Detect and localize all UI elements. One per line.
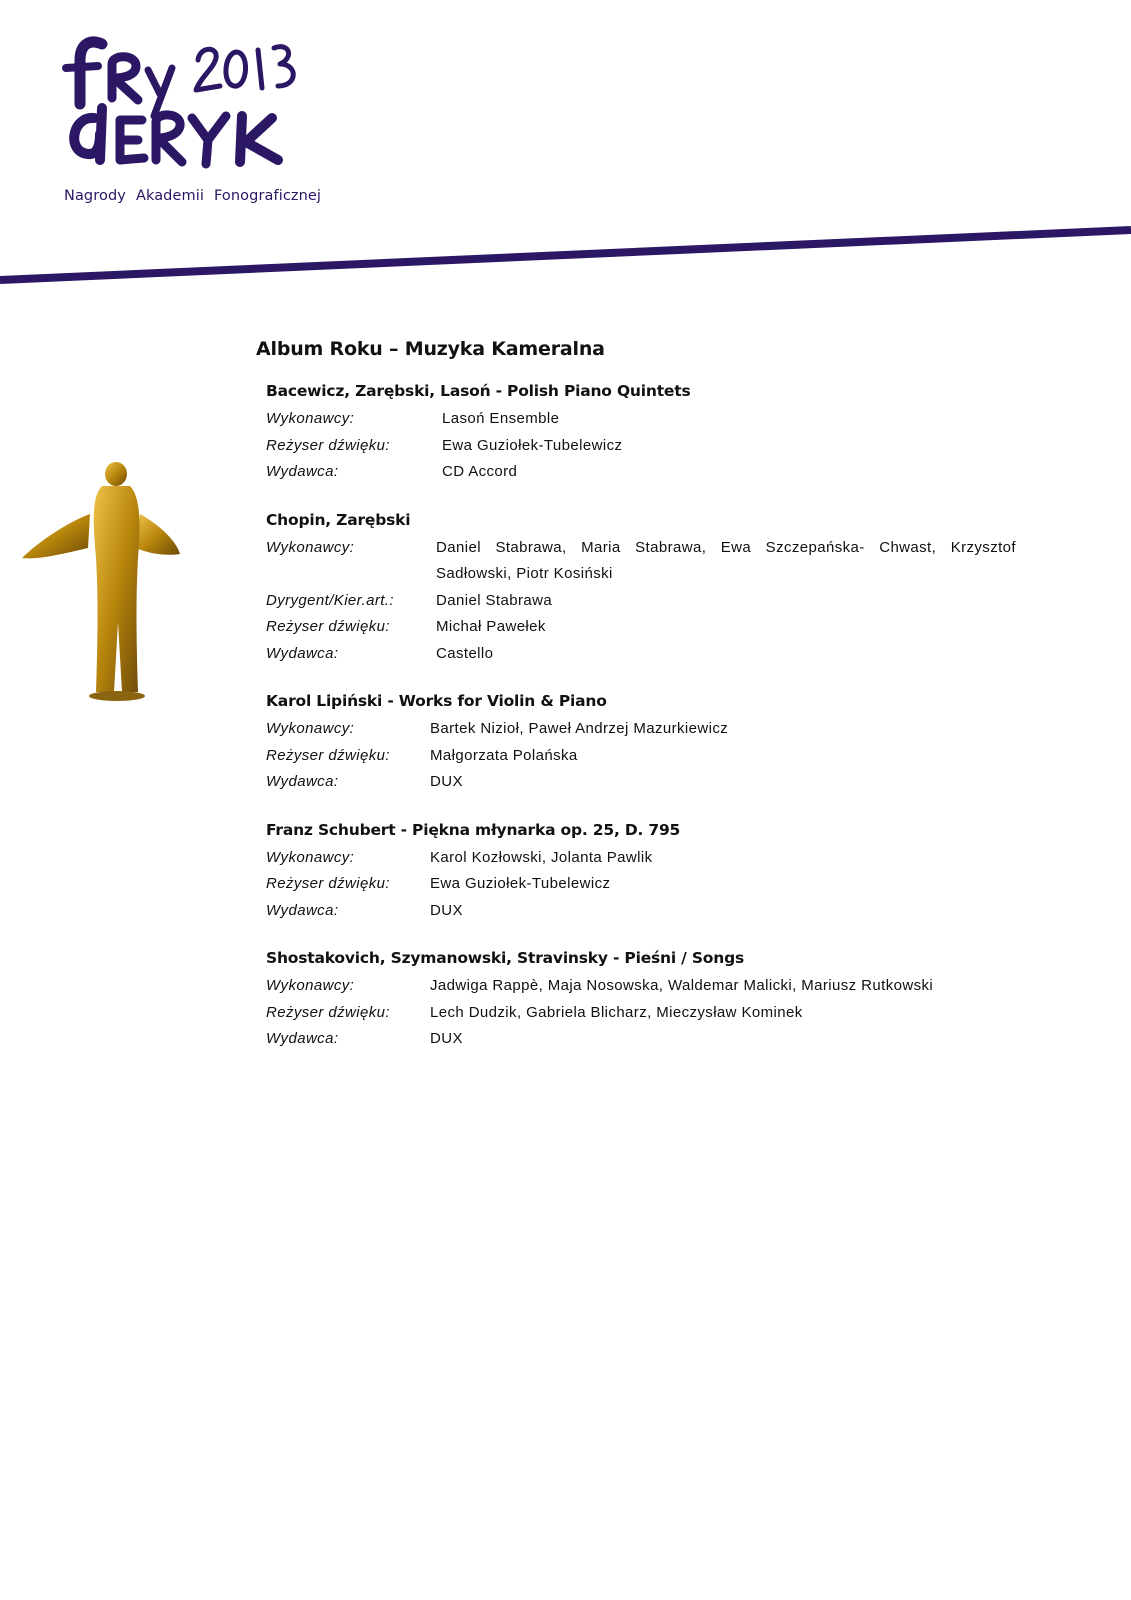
fryderyk-logo	[58, 34, 328, 214]
album-entry	[266, 511, 1016, 668]
credit-value: DUX	[430, 1030, 463, 1047]
credit-row	[266, 716, 1016, 743]
album-entry	[266, 821, 1016, 925]
credit-value: Bartek Nizioł, Paweł Andrzej Mazurkiewicz	[430, 720, 729, 737]
credit-label: Wydawca:	[266, 644, 339, 662]
album-title: Karol Lipiński - Works for Violin & Piano	[266, 692, 607, 710]
credit-row	[266, 459, 1016, 486]
credit-label: Wykonawcy:	[266, 538, 355, 556]
credit-row	[266, 614, 1016, 641]
credit-row	[266, 743, 1016, 770]
credit-value: Michał Pawełek	[436, 618, 546, 635]
album-title: Franz Schubert - Piękna młynarka op. 25, D. 795	[266, 820, 681, 839]
header-divider	[0, 220, 1131, 300]
category-section	[256, 338, 1016, 1078]
credit-row	[266, 845, 1016, 872]
credit-value: DUX	[430, 901, 463, 919]
album-entry	[266, 382, 1016, 486]
credit-value: Lasoń Ensemble	[442, 410, 560, 427]
credit-value: Lech Dudzik, Gabriela Blicharz, Mieczysław Kominek	[430, 1003, 803, 1021]
album-title: Bacewicz, Zarębski, Lasoń - Polish Piano Quintets	[266, 382, 691, 400]
credit-row	[266, 535, 1016, 588]
credit-row	[266, 433, 1016, 460]
credit-value: Castello	[436, 644, 494, 662]
credit-label: Reżyser dźwięku:	[266, 875, 390, 892]
credit-label: Dyrygent/Kier.art.:	[266, 591, 394, 609]
album-title: Chopin, Zarębski	[266, 510, 411, 529]
credit-label: Wydawca:	[266, 901, 339, 919]
credit-label: Wykonawcy:	[266, 977, 355, 994]
category-title: Album Roku – Muzyka Kameralna	[256, 338, 605, 360]
logo-subtitle-word-2: Akademii	[135, 188, 204, 204]
logo-wordmark	[58, 34, 328, 184]
credit-row	[266, 871, 1016, 898]
credit-value: DUX	[430, 773, 463, 790]
credit-row	[266, 1026, 1016, 1053]
credit-value: Daniel Stabrawa, Maria Stabrawa, Ewa Szczepańska- Chwast, Krzysztof Sadłowski, Piotr Kosiński	[436, 538, 1016, 582]
credit-value: CD Accord	[442, 463, 518, 480]
credit-label: Wydawca:	[266, 1030, 339, 1047]
logo-subtitle-word-1: Nagrody	[64, 188, 126, 204]
credit-row	[266, 973, 1016, 1000]
album-title: Shostakovich, Szymanowski, Stravinsky - Pieśni / Songs	[266, 949, 745, 967]
credit-label: Reżyser dźwięku:	[266, 746, 390, 764]
credit-row	[266, 641, 1016, 668]
credit-row	[266, 898, 1016, 925]
credit-row	[266, 406, 1016, 433]
credit-label: Wykonawcy:	[266, 410, 355, 427]
credit-row	[266, 588, 1016, 615]
credit-label: Wydawca:	[266, 463, 339, 480]
credit-label: Wykonawcy:	[266, 720, 355, 737]
credit-label: Reżyser dźwięku:	[266, 436, 390, 454]
album-entry	[266, 949, 1016, 1053]
credit-label: Reżyser dźwięku:	[266, 618, 390, 635]
album-entry	[266, 692, 1016, 796]
statuette-icon	[18, 462, 188, 714]
logo-subtitle-word-3: Fonograficznej	[214, 188, 322, 204]
credit-value: Ewa Guziołek-Tubelewicz	[430, 875, 611, 892]
credit-label: Wykonawcy:	[266, 848, 355, 866]
credit-value: Ewa Guziołek-Tubelewicz	[442, 436, 623, 454]
credit-label: Wydawca:	[266, 773, 339, 790]
credit-value: Małgorzata Polańska	[430, 746, 578, 764]
logo-subtitle	[64, 188, 331, 204]
credit-value: Jadwiga Rappè, Maja Nosowska, Waldemar Malicki, Mariusz Rutkowski	[430, 977, 934, 994]
credit-row	[266, 769, 1016, 796]
credit-value: Daniel Stabrawa	[436, 591, 553, 609]
credit-label: Reżyser dźwięku:	[266, 1003, 390, 1021]
credit-value: Karol Kozłowski, Jolanta Pawlik	[430, 848, 653, 866]
credit-row	[266, 1000, 1016, 1027]
